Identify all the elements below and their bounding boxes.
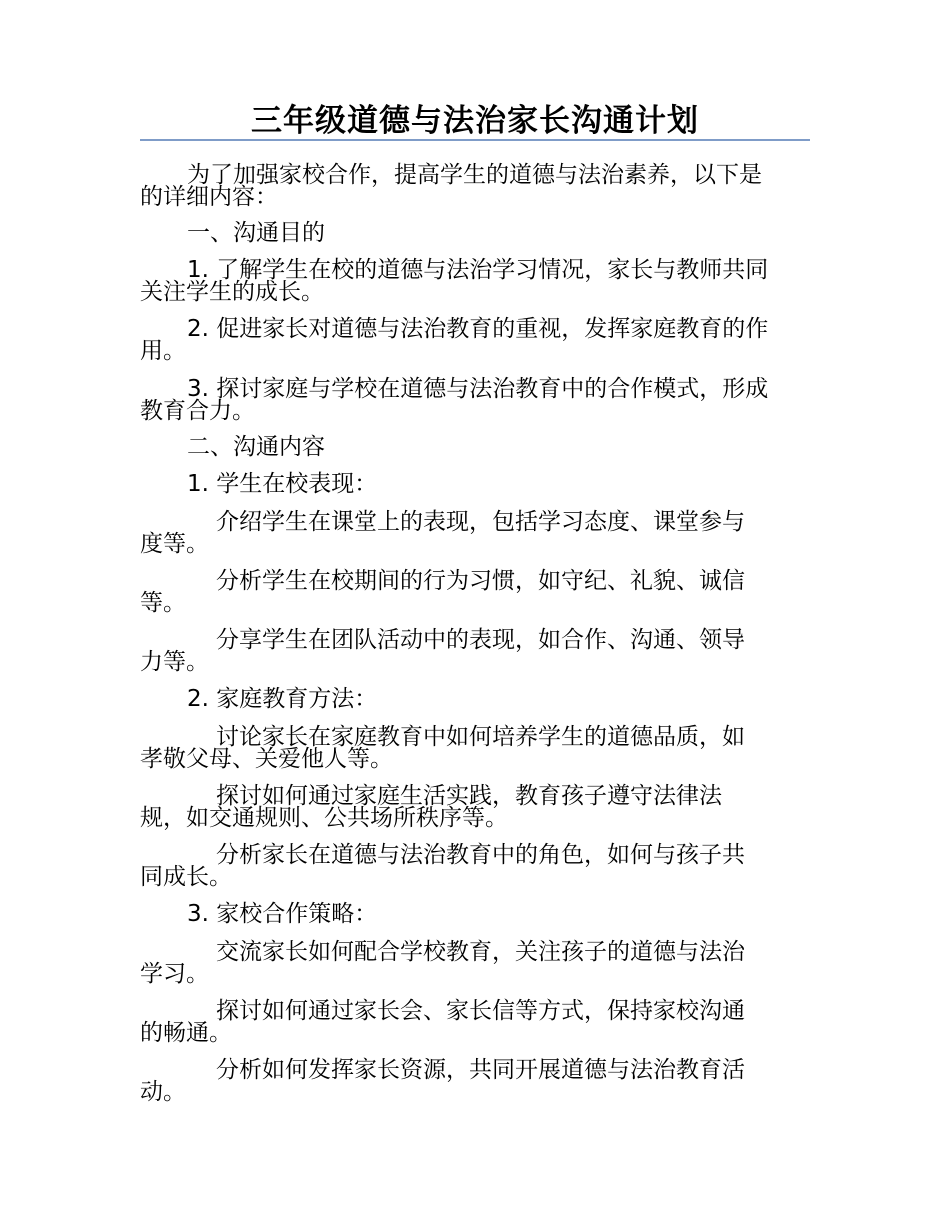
item-line: 讨论家长在家庭教育中如何培养学生的道德品质，如 <box>216 724 745 750</box>
intro-line-1: 为了加强家校合作，提高学生的道德与法治素养，以下是 <box>187 162 762 188</box>
item-line: 1. 了解学生在校的道德与法治学习情况，家长与教师共同 <box>187 257 769 283</box>
item-line: 探讨如何通过家庭生活实践，教育孩子遵守法律法 <box>216 783 722 809</box>
item-line: 等。 <box>140 590 186 616</box>
list-item <box>140 844 810 888</box>
list-item <box>140 318 810 362</box>
item-line: 3. 探讨家庭与学校在道德与法治教育中的合作模式，形成 <box>187 376 769 402</box>
item-line: 规，如交通规则、公共场所秩序等。 <box>140 805 508 831</box>
item-line: 度等。 <box>140 531 209 557</box>
sub1-heading: 1. 学生在校表现： <box>187 471 378 497</box>
item-line: 的畅通。 <box>140 1020 232 1046</box>
item-line: 探讨如何通过家长会、家长信等方式，保持家校沟通 <box>216 998 745 1024</box>
subsection-heading <box>140 903 810 925</box>
item-line: 动。 <box>140 1079 186 1105</box>
item-line: 力等。 <box>140 649 209 675</box>
list-item <box>140 1000 810 1044</box>
item-line: 分享学生在团队活动中的表现，如合作、沟通、领导 <box>216 627 745 653</box>
title-underline <box>140 139 810 141</box>
list-item <box>140 941 810 985</box>
page-title: 三年级道德与法治家长沟通计划 <box>251 103 699 139</box>
item-line: 关注学生的成长。 <box>140 279 324 305</box>
subsection-heading <box>140 473 810 495</box>
section2-heading: 二、沟通内容 <box>187 434 325 460</box>
section1-heading: 一、沟通目的 <box>187 220 325 246</box>
item-line: 2. 促进家长对道德与法治教育的重视，发挥家庭教育的作 <box>187 316 769 342</box>
section-heading <box>140 436 810 458</box>
item-line: 孝敬父母、关爱他人等。 <box>140 746 393 772</box>
list-item <box>140 785 810 829</box>
subsection-heading <box>140 688 810 710</box>
list-item <box>140 259 810 303</box>
list-item <box>140 726 810 770</box>
item-line: 教育合力。 <box>140 398 255 424</box>
item-line: 分析学生在校期间的行为习惯，如守纪、礼貌、诚信 <box>216 568 745 594</box>
list-item <box>140 378 810 422</box>
section-heading <box>140 222 810 244</box>
list-item <box>140 570 810 614</box>
sub2-heading: 2. 家庭教育方法： <box>187 686 378 712</box>
item-line: 学习。 <box>140 961 209 987</box>
item-line: 分析如何发挥家长资源，共同开展道德与法治教育活 <box>216 1057 745 1083</box>
item-line: 用。 <box>140 338 186 364</box>
item-line: 介绍学生在课堂上的表现，包括学习态度、课堂参与 <box>216 509 745 535</box>
intro-paragraph <box>140 164 810 208</box>
list-item <box>140 629 810 673</box>
item-line: 同成长。 <box>140 864 232 890</box>
sub3-heading: 3. 家校合作策略： <box>187 901 378 927</box>
list-item <box>140 511 810 555</box>
list-item <box>140 1059 810 1103</box>
item-line: 交流家长如何配合学校教育，关注孩子的道德与法治 <box>216 939 745 965</box>
item-line: 分析家长在道德与法治教育中的角色，如何与孩子共 <box>216 842 745 868</box>
intro-line-2: 的详细内容： <box>140 184 278 210</box>
